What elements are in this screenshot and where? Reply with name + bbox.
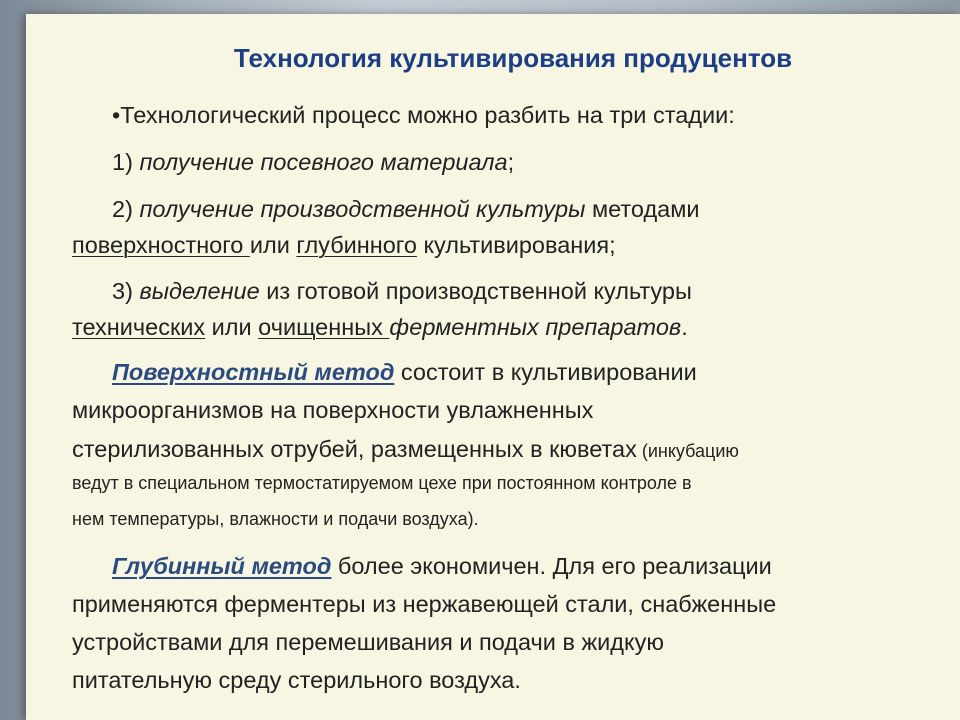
stage-2-num: 2)	[112, 196, 140, 222]
stage-1-num: 1)	[112, 149, 140, 175]
stage-2-underline-2: глубинного	[296, 232, 417, 258]
deep-line-3: устройствами для перемешивания и подачи в жидкую	[72, 629, 664, 655]
stage-1-italic: получение посевного материала	[139, 149, 508, 175]
stage-3-num: 3)	[112, 278, 140, 304]
deep-line-1	[112, 551, 772, 581]
stage-3-italic: выделение	[139, 278, 260, 304]
stage-2-underline-1: поверхностного	[72, 232, 250, 258]
slide-title: Технология культивирования продуцентов	[233, 43, 793, 73]
stage-3-tail-1: из готовой производственной культуры	[259, 278, 692, 304]
stage-3-line-2	[72, 312, 688, 342]
stage-3-italic-2: ферментных препаратов	[389, 314, 682, 340]
deep-heading: Глубинный метод	[112, 553, 332, 579]
surface-line-2: микроорганизмов на поверхности увлажненных	[72, 397, 594, 423]
slide-panel	[26, 14, 960, 720]
stage-2-line-2	[72, 230, 616, 260]
surface-heading: Поверхностный метод	[112, 359, 395, 385]
deep-text-1: более экономичен. Для его реализации	[331, 553, 772, 579]
surface-note-3: нем температуры, влажности и подачи воздуха).	[72, 509, 479, 529]
surface-note-1: (инкубацию	[636, 441, 739, 461]
stage-3-underline-2: очищенных	[258, 314, 390, 340]
surface-line-3	[72, 434, 739, 466]
stage-3-mid: или	[205, 314, 259, 340]
stage-2-line-1	[112, 194, 700, 224]
stage-2-italic: получение производственной культуры	[139, 196, 586, 222]
deep-line-2: применяются ферментеры из нержавеющей стали, снабженные	[72, 591, 777, 617]
stage-2-mid: или	[249, 232, 297, 258]
stage-3-underline-1: технических	[72, 314, 206, 340]
stage-3-line-1	[112, 276, 692, 306]
surface-text-1: состоит в культивировании	[394, 359, 697, 385]
stage-2-tail-1: методами	[585, 196, 700, 222]
surface-note-2: ведут в специальном термостатируемом цехе при постоянном контроле в	[72, 473, 692, 493]
stage-2-tail-2: культивирования;	[416, 232, 616, 258]
surface-line-1	[112, 357, 697, 387]
stage-1-tail: ;	[507, 149, 515, 175]
intro-bullet: •Технологический процесс можно разбить на три стадии:	[112, 102, 735, 128]
surface-text-3: стерилизованных отрубей, размещенных в кюветах	[72, 436, 637, 462]
stage-1	[112, 147, 514, 177]
stage-3-tail-2: .	[681, 314, 688, 340]
deep-line-4: питательную среду стерильного воздуха.	[72, 667, 521, 693]
